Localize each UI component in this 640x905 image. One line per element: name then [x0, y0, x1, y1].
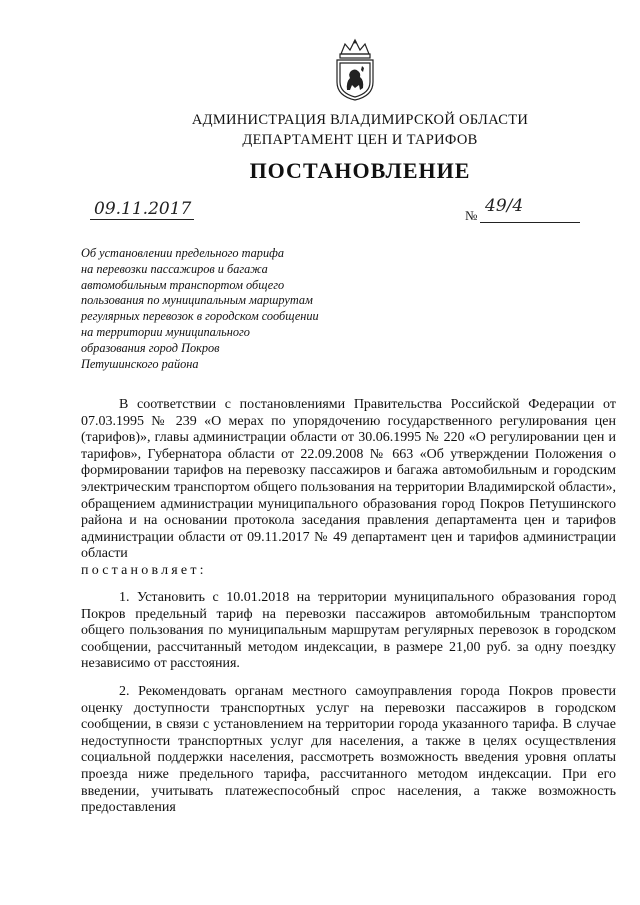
subject-line: на перевозки пассажиров и багажа [81, 261, 268, 276]
item-1-block [81, 590, 616, 673]
vladimir-coat-of-arms-icon [331, 38, 379, 102]
item-2-block [81, 684, 616, 817]
item-1-paragraph: 1. Установить с 10.01.2018 на территории муниципального образования город Покров предельный тариф на перевозки пассажиров автомобильным транспортом общего пользования по муниципальным маршрутам регулярных перевозок в городском сообщении, рассчитанный методом индексации, в размере 21,00 руб. за одну поездку независимо от расстояния. [81, 590, 616, 672]
number-underline [480, 222, 580, 223]
subject-line: Петушинского района [81, 356, 199, 371]
department-name: ДЕПАРТАМЕНТ ЦЕН И ТАРИФОВ [242, 132, 478, 148]
document-number: 49/4 [485, 196, 524, 216]
subject-line: образования город Покров [81, 340, 220, 355]
preamble-block [81, 397, 616, 580]
document-type-title: ПОСТАНОВЛЕНИЕ [249, 158, 471, 183]
document-date: 09.11.2017 [94, 199, 192, 219]
number-label: № [465, 208, 478, 223]
subject-line: на территории муниципального [81, 324, 250, 339]
subject-line: регулярных перевозок в городском сообщении [81, 309, 319, 324]
organization-name: АДМИНИСТРАЦИЯ ВЛАДИМИРСКОЙ ОБЛАСТИ [191, 112, 529, 128]
item-2-paragraph: 2. Рекомендовать органам местного самоуправления города Покров провести оценку доступности транспортных услуг на перевозки пассажиров в городском сообщении, в связи с установлением на территории города указанного тарифа. В случае недоступности транспортных услуг для населения, а также в целях осуществления социальной поддержки населения, рассмотреть возможность введения уровня оплаты проезда ниже предельного тарифа, рассчитанного методом индексации. При его введении, учитывать платежеспособный спрос населения, а также возможность предоставления [81, 684, 616, 816]
preamble-paragraph: В соответствии с постановлениями Правительства Российской Федерации от 07.03.1995 № 239 «О мерах по упорядочению государственного регулирования цен (тарифов)», главы администрации области от 30.06.1995 № 220 «О регулировании цен и тарифов», Губернатора области от 22.09.2008 № 663 «Об утверждении Положения о формировании тарифов на перевозку пассажиров и багажа автомобильным и городским электрическим транспортом общего пользования на территории Владимирской области», обращением администрации муниципального образования город Покров Петушинского района и на основании протокола заседания правления департамента цен и тарифов администрации области от 09.11.2017 № 49 департамент цен и тарифов администрации области [81, 397, 616, 562]
subject-line: Об установлении предельного тарифа [81, 246, 284, 260]
document-subject [81, 246, 371, 372]
subject-line: автомобильным транспортом общего [81, 277, 285, 292]
resolves-word: постановляет: [81, 562, 207, 578]
date-underline [90, 219, 194, 220]
subject-line: пользования по муниципальным маршрутам [81, 293, 313, 308]
